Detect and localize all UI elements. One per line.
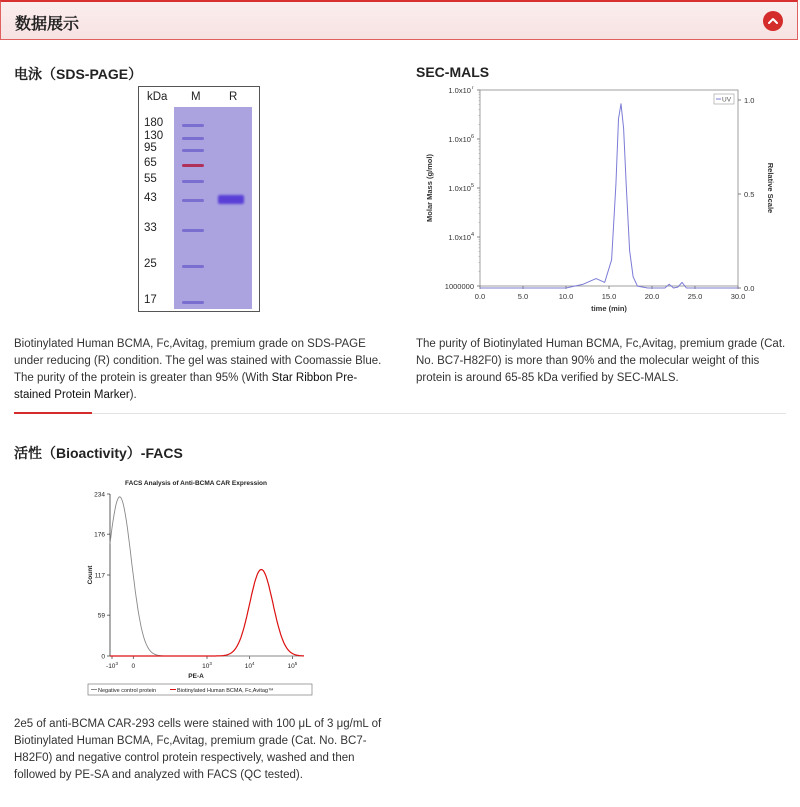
gel-lanes (174, 107, 252, 309)
collapse-button[interactable] (763, 11, 783, 31)
chevron-up-icon (763, 11, 783, 31)
gel-marker-label: 130 (144, 130, 164, 142)
x-tick-label: 30.0 (730, 292, 746, 301)
sec-mals-plot-frame (480, 90, 738, 286)
facs-x-tick-label: 0 (131, 663, 136, 670)
gel-marker-label: 55 (144, 173, 157, 185)
sds-caption-end: ). (129, 389, 137, 401)
sds-caption-text: Biotinylated Human BCMA, Fc,Avitag, premium grade on SDS-PAGE under reducing (R) condition. The gel was stained with Coomassie Blue. The purity of the protein is greater than 95% (With (14, 338, 382, 384)
facs-x-tick-label: $10^5$ (287, 661, 298, 670)
y2-tick-label: 1.0 (744, 96, 755, 105)
facs-x-axis-label: PE-A (188, 673, 204, 680)
marker-band (182, 137, 204, 140)
y-tick-label: $1.0x10^5$ (448, 183, 474, 193)
marker-band (182, 265, 204, 268)
bcma-histogram (110, 570, 304, 657)
marker-band (182, 149, 204, 152)
facs-y-tick-label: 0 (101, 653, 105, 661)
sec-mals-legend (714, 94, 734, 104)
facs-y-axis-label: Count (87, 565, 94, 585)
marker-product-link[interactable]: Star Ribbon Pre-stained Protein Marker (14, 372, 358, 401)
y-tick-label: 1000000 (444, 282, 474, 291)
y-tick-label: $1.0x10^6$ (448, 134, 474, 144)
gel-marker-label: 25 (144, 258, 157, 270)
sample-band (218, 195, 244, 204)
marker-band (182, 164, 204, 167)
gel-marker-label: 95 (144, 142, 157, 154)
x-tick-label: 0.0 (474, 292, 486, 301)
facs-x-tick-label: $-10^3$ (106, 661, 118, 670)
sds-page-caption (14, 336, 384, 404)
legend-label-uv: UV (722, 96, 732, 104)
sds-page-gel-image (138, 86, 260, 312)
x-tick-label: 20.0 (644, 292, 660, 301)
facs-x-tick-label: $10^4$ (244, 661, 255, 670)
x-tick-label: 25.0 (687, 292, 703, 301)
facs-x-tick-label: $10^3$ (202, 661, 212, 670)
section-title: 数据展示 (15, 16, 80, 33)
facs-title: 活性（Bioactivity）-FACS (14, 445, 183, 461)
legend-label-negative: Negative control protein (98, 688, 157, 694)
sds-page-title: 电泳（SDS-PAGE） (14, 66, 143, 82)
gel-marker-label: 17 (144, 294, 157, 306)
facs-y-tick-label: 117 (94, 572, 105, 580)
gel-marker-label: 33 (144, 222, 157, 234)
legend-label-positive: Biotinylated Human BCMA, Fc,Avitag™ (177, 688, 274, 694)
facs-y-tick-label: 234 (94, 491, 105, 499)
y2-axis-label: Relative Scale (766, 162, 775, 214)
gel-marker-label: 65 (144, 157, 157, 169)
section-header (0, 0, 798, 40)
gel-reduced-lane-label: R (229, 91, 238, 103)
uv-trace (480, 104, 738, 288)
gel-marker-lane-label: M (191, 91, 201, 103)
marker-band (182, 199, 204, 202)
gel-kda-label: kDa (147, 91, 168, 103)
gel-marker-label: 43 (144, 192, 157, 204)
facs-caption: 2e5 of anti-BCMA CAR-293 cells were stained with 100 μL of 3 μg/mL of Biotinylated Human BCMA, Fc,Avitag, premium grade (Cat. No. BC7-H82F0) and negative control protein respectively, washed and then followed by PE-SA and analyzed with FACS (QC tested). (14, 718, 382, 781)
marker-band (182, 301, 204, 304)
sec-mals-title: SEC-MALS (416, 64, 490, 80)
facs-y-tick-label: 176 (94, 531, 105, 539)
facs-legend (88, 684, 312, 695)
facs-chart (80, 474, 320, 700)
y-tick-label: $1.0x10^4$ (448, 232, 474, 242)
gel-marker-label: 180 (144, 117, 164, 129)
x-axis-label: time (min) (591, 304, 627, 313)
negative-control-histogram (110, 497, 304, 656)
sec-mals-chart (416, 86, 776, 326)
section-divider (14, 413, 786, 414)
x-tick-label: 15.0 (601, 292, 617, 301)
facs-y-tick-label: 59 (97, 612, 105, 620)
y2-tick-label: 0.0 (744, 284, 755, 293)
y2-tick-label: 0.5 (744, 190, 755, 199)
x-tick-label: 10.0 (558, 292, 574, 301)
marker-band (182, 124, 204, 127)
x-tick-label: 5.0 (517, 292, 529, 301)
sec-mals-caption: The purity of Biotinylated Human BCMA, Fc,Avitag, premium grade (Cat. No. BC7-H82F0) is more than 90% and the molecular weight of this protein is around 65-85 kDa verified by SEC-MALS. (416, 338, 786, 384)
facs-chart-title: FACS Analysis of Anti-BCMA CAR Expression (125, 480, 267, 487)
y-axis-label: Molar Mass (g/mol) (425, 154, 434, 222)
section-divider-accent (14, 412, 92, 414)
y-tick-label: $1.0x10^7$ (448, 86, 474, 95)
marker-band (182, 229, 204, 232)
marker-band (182, 180, 204, 183)
